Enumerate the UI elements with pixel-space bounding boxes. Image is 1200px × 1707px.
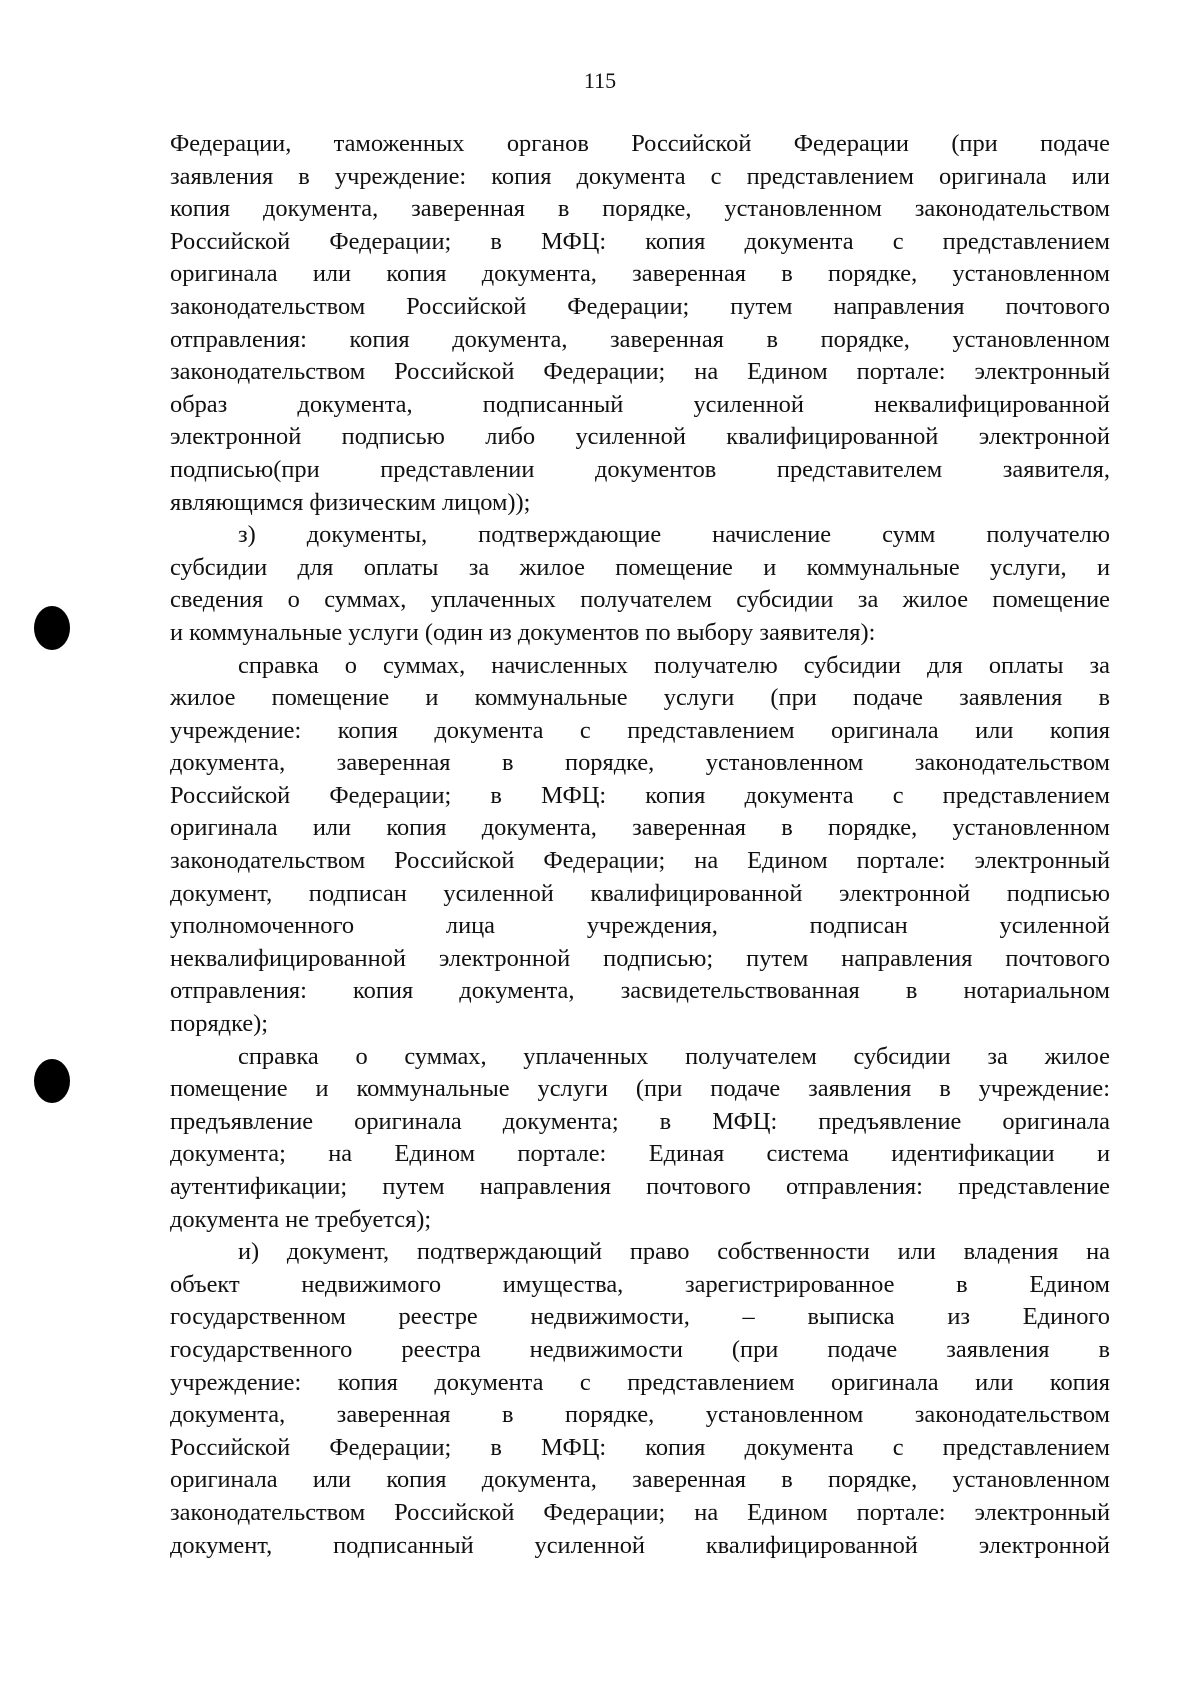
text-line: законодательством Российской Федерации; путем направления почтового <box>170 292 1110 320</box>
text-line: документ, подписанный усиленной квалифицированной электронной <box>170 1531 1110 1559</box>
document-body <box>170 128 1110 1562</box>
text-line: копия документа, заверенная в порядке, установленном законодательством <box>170 195 1110 223</box>
text-line: учреждение: копия документа с представлением оригинала или копия <box>170 1368 1110 1396</box>
text-line: сведения о суммах, уплаченных получателем субсидии за жилое помещение <box>170 586 1110 614</box>
paragraph <box>170 1236 1110 1562</box>
text-line: образ документа, подписанный усиленной неквалифицированной <box>170 390 1110 418</box>
text-line: Федерации, таможенных органов Российской Федерации (при подаче <box>170 130 1110 157</box>
text-line: учреждение: копия документа с представлением оригинала или копия <box>170 716 1110 744</box>
text-line: субсидии для оплаты за жилое помещение и коммунальные услуги, и <box>170 553 1110 581</box>
text-line: Российской Федерации; в МФЦ: копия документа с представлением <box>170 227 1110 255</box>
text-line: законодательством Российской Федерации; на Едином портале: электронный <box>170 847 1110 875</box>
text-line: Российской Федерации; в МФЦ: копия документа с представлением <box>170 1433 1110 1461</box>
text-line: предъявление оригинала документа; в МФЦ: предъявление оригинала <box>170 1107 1110 1135</box>
text-line: отправления: копия документа, засвидетельствованная в нотариальном <box>170 977 1110 1005</box>
text-line: электронной подписью либо усиленной квалифицированной электронной <box>170 423 1110 451</box>
page-number: 115 <box>583 68 617 93</box>
text-line: законодательством Российской Федерации; на Едином портале: электронный <box>170 1498 1110 1526</box>
text-line: справка о суммах, начисленных получателю субсидии для оплаты за <box>238 651 1110 679</box>
text-line: аутентификации; путем направления почтового отправления: представление <box>170 1173 1110 1200</box>
text-line: документа, заверенная в порядке, установленном законодательством <box>170 1401 1110 1429</box>
text-line: з) документы, подтверждающие начисление сумм получателю <box>238 521 1110 549</box>
punch-hole <box>34 606 70 650</box>
text-line: документа, заверенная в порядке, установленном законодательством <box>170 749 1110 777</box>
text-line: объект недвижимого имущества, зарегистрированное в Едином <box>170 1270 1110 1298</box>
paragraph <box>170 1041 1110 1237</box>
text-line: государственного реестра недвижимости (при подаче заявления в <box>170 1335 1110 1363</box>
text-line: заявления в учреждение: копия документа с представлением оригинала или <box>170 162 1110 190</box>
text-line: жилое помещение и коммунальные услуги (при подаче заявления в <box>170 684 1110 712</box>
text-line: и коммунальные услуги (один из документов по выбору заявителя): <box>170 618 876 646</box>
text-line: оригинала или копия документа, заверенная в порядке, установленном <box>170 1466 1110 1494</box>
text-line: документа; на Едином портале: Единая система идентификации и <box>170 1140 1110 1168</box>
text-line: Российской Федерации; в МФЦ: копия документа с представлением <box>170 781 1110 809</box>
text-line: справка о суммах, уплаченных получателем субсидии за жилое <box>238 1042 1110 1070</box>
text-line: оригинала или копия документа, заверенная в порядке, установленном <box>170 814 1110 842</box>
punch-hole <box>34 1059 70 1103</box>
paragraph <box>170 519 1110 649</box>
text-line: документа не требуется); <box>170 1205 432 1233</box>
text-line: оригинала или копия документа, заверенная в порядке, установленном <box>170 260 1110 288</box>
paragraph <box>170 128 1110 519</box>
text-line: помещение и коммунальные услуги (при подаче заявления в учреждение: <box>170 1075 1110 1103</box>
paragraph <box>170 650 1110 1041</box>
text-line: документ, подписан усиленной квалифицированной электронной подписью <box>170 879 1110 907</box>
text-line: и) документ, подтверждающий право собственности или владения на <box>238 1238 1110 1266</box>
text-line: неквалифицированной электронной подписью; путем направления почтового <box>170 944 1110 972</box>
text-line: подписью(при представлении документов представителем заявителя, <box>170 455 1110 483</box>
text-line: законодательством Российской Федерации; на Едином портале: электронный <box>170 358 1110 386</box>
text-line: порядке); <box>170 1010 269 1038</box>
text-line: отправления: копия документа, заверенная в порядке, установленном <box>170 325 1110 353</box>
text-line: государственном реестре недвижимости, – выписка из Единого <box>170 1303 1110 1331</box>
text-line: уполномоченного лица учреждения, подписан усиленной <box>170 912 1110 940</box>
text-line: являющимся физическим лицом)); <box>170 488 531 516</box>
